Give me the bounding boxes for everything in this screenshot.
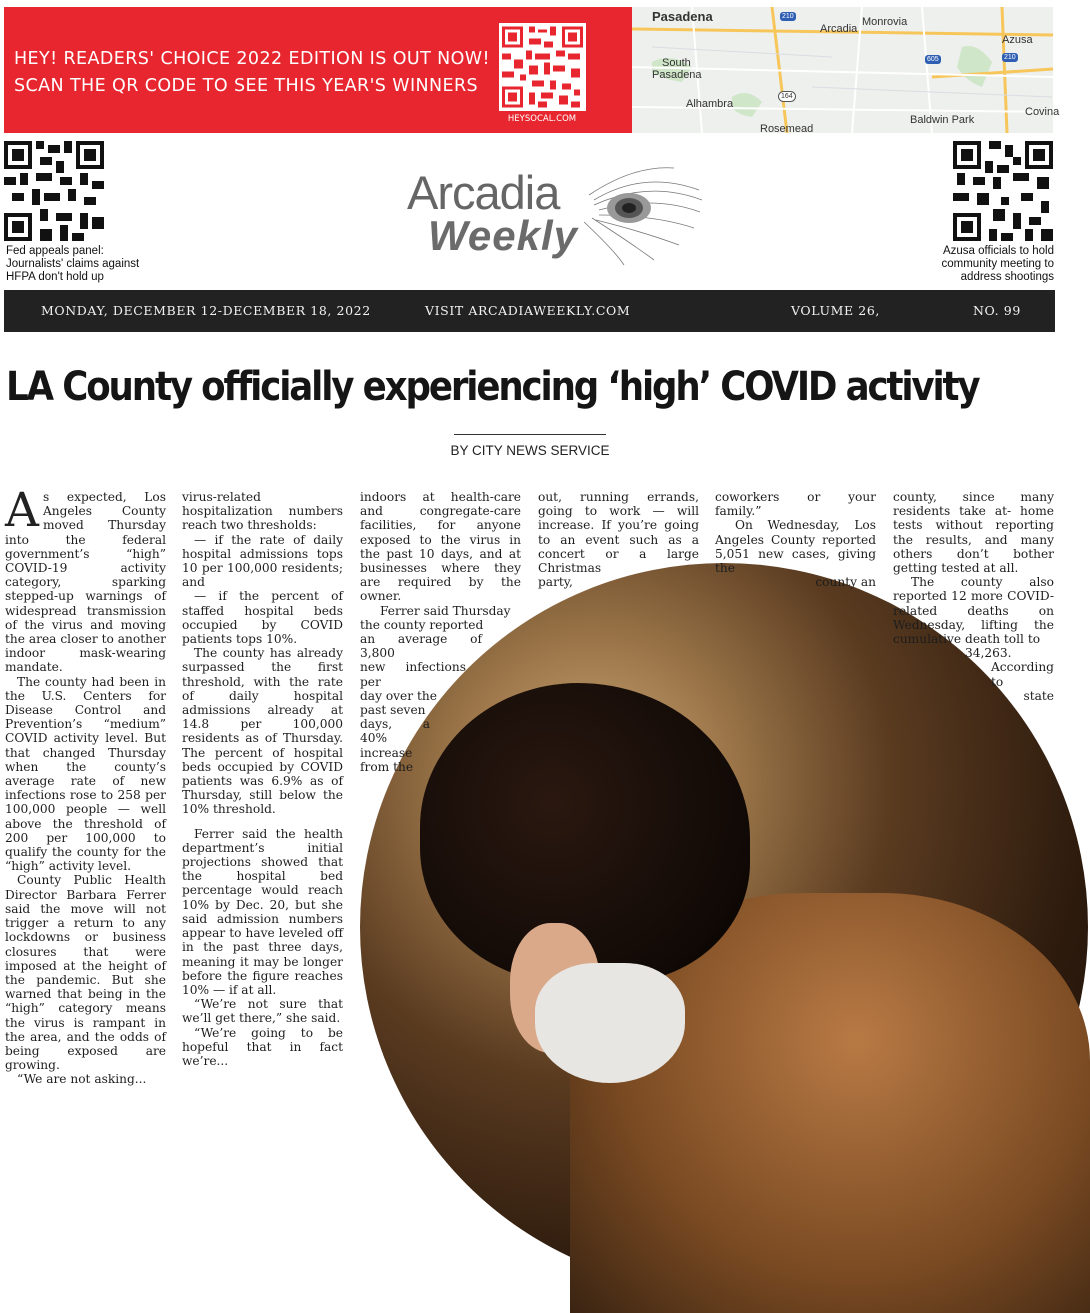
col3-line-5: day over the [360,688,437,703]
col3-line-4: new infections per [360,660,466,689]
article-column-2 [182,490,343,1068]
article-column-3 [360,490,521,774]
col1-para-1: As expected, Los Angeles County moved Thursday into the federal government’s “high” COVID-19 activity category, sparking stepped-up warnings of widespread transmission of the virus and moving the area closer to another indoor mask-wearing mandate. [5,483,166,675]
col2-para-4: The county has already surpassed the first threshold, with the rate of daily hospital admissions already at 14.8 per 100,000 residents as of Thursday. The percent of hospital beds occupied by COVID patients was 6.9% as of Thursday, still below the 10% threshold. [182,646,343,817]
col4-para-1: out, running errands, going to work — will increase. If you’re going to an event such as a concert or a large Christmas [538,490,699,576]
ad-red-panel [4,7,632,133]
map-label-alhambra: Alhambra [686,98,734,110]
col3-line-2: the county reported [360,617,484,632]
col2-para-2: — if the rate of daily hospital admissions tops 10 per 100,000 residents; and [182,532,343,590]
col1-para-4: “We are not asking... [17,1072,147,1087]
article-column-1 [5,483,166,1087]
col5-line-last: county an [815,575,876,590]
article-byline: BY CITY NEWS SERVICE [450,443,610,458]
article-column-6 [893,490,1054,703]
ad-qr-code[interactable] [499,23,586,111]
col3-para-1: indoors at health-care and congregate-care facilities, for anyone exposed to the virus in the past 10 days, and at businesses where they are required by the owner. [360,490,521,604]
map-label-monrovia: Monrovia [862,16,908,28]
article-headline: LA County officially experiencing ‘high’ COVID activity [6,364,979,410]
left-qr-code[interactable] [4,141,104,241]
article-column-4 [538,490,699,589]
col6-line-c: 34,263. [965,646,1012,661]
map-label-baldwin-park: Baldwin Park [910,114,975,126]
drop-cap: A [5,483,39,538]
col3-line-3: an average of 3,800 [360,632,482,661]
route-210-shield-2: 210 [1004,54,1016,61]
map-label-azusa: Azusa [1002,34,1033,46]
arcadia-weekly-logo[interactable] [404,160,704,270]
col3-line-7: days, a 40% [360,717,430,746]
left-teaser-caption[interactable]: Fed appeals panel: Journalists' claims against HFPA don't hold up [6,245,140,283]
volume-label: VOLUME 26, [791,303,880,318]
col6-line-e: state [1023,688,1054,703]
route-210-shield: 210 [782,13,794,20]
ad-url[interactable]: HEYSOCAL.COM [507,114,577,124]
col3-line-9: from the [360,759,414,774]
col2-para-3: — if the percent of staffed hospital beds occupied by COVID patients tops 10%. [182,589,343,647]
issue-date: MONDAY, DECEMBER 12-DECEMBER 18, 2022 [41,303,371,318]
col2-para-5: Ferrer said the health department’s initial projections showed that the hospital bed percentage would reach 10% by Dec. 20, but she said admission numbers appear to have leveled off in the past three days, meaning it may be longer before the figure reaches 10% — if at all. [182,826,343,997]
col6-para-1: county, since many residents take at- home tests without reporting the results, and many others don’t bother getting tested at all. [893,490,1054,576]
ad-headline-2: SCAN THE QR CODE TO SEE THIS YEAR'S WINNERS [14,76,479,96]
col3-line-1: Ferrer said Thursday [380,603,511,618]
col6-line-d: According to [991,660,1054,689]
col2-para-1: virus-related hospitalization numbers reach two thresholds: [182,490,343,533]
right-teaser-caption[interactable]: Azusa officials to hold community meeting to address shootings [941,245,1054,283]
route-164-shield: 164 [778,91,796,102]
map-label-south: South [662,57,691,69]
col3-line-8: increase [360,745,413,760]
col4-line-last: party, [538,575,573,590]
dateline-bar [4,290,1055,332]
photo-face-mask [535,963,685,1083]
article-column-5 [715,490,876,589]
ad-headline-1: HEY! READERS' CHOICE 2022 EDITION IS OUT NOW! [14,49,490,69]
map-label-pasadena: Pasadena [652,9,713,24]
visit-link[interactable]: VISIT ARCADIAWEEKLY.COM [425,303,631,318]
col2-para-7: “We’re going to be hopeful that in fact we’re... [182,1025,343,1068]
logo-weekly-text: Weekly [428,212,578,259]
ad-map [632,7,1060,135]
map-label-pasadena-2: Pasadena [652,69,702,81]
map-label-arcadia: Arcadia [820,23,858,35]
col1-para-3: County Public Health Director Barbara Ferrer said the move will not trigger a return to any lockdowns or business closures that were imposed at the height of the pandemic. But she warned that being in the “high” category means the virus is rampant in the area, and the odds of being exposed are growing. [5,873,166,1073]
route-605-shield: 605 [927,56,939,63]
col2-para-6: “We’re not sure that we’ll get there,” she said. [182,997,343,1026]
map-label-covina: Covina [1025,106,1060,118]
col5-para-1: coworkers or your family.” [715,490,876,519]
ad-banner[interactable] [4,7,1060,135]
issue-number: NO. 99 [973,303,1021,318]
col3-line-6: past seven [360,703,426,718]
map-label-rosemead: Rosemead [760,123,814,135]
byline-rule [454,434,606,435]
col6-para-2: The county also reported 12 more COVID-related deaths on Wednesday, lifting the cumulative death toll to [893,575,1054,647]
logo-arcadia-text: Arcadia [407,166,560,219]
right-qr-code[interactable] [953,141,1053,241]
col5-para-2: On Wednesday, Los Angeles County reported 5,051 new cases, giving the [715,518,876,576]
col1-para-2: The county had been in the U.S. Centers for Disease Control and Prevention’s “medium” COVID activity level. But that changed Thursday when the county’s average rate of new infections rose to 258 per 100,000 people — well above the threshold of 200 per 100,000 to qualify the county for the “high” activity level. [5,674,166,874]
